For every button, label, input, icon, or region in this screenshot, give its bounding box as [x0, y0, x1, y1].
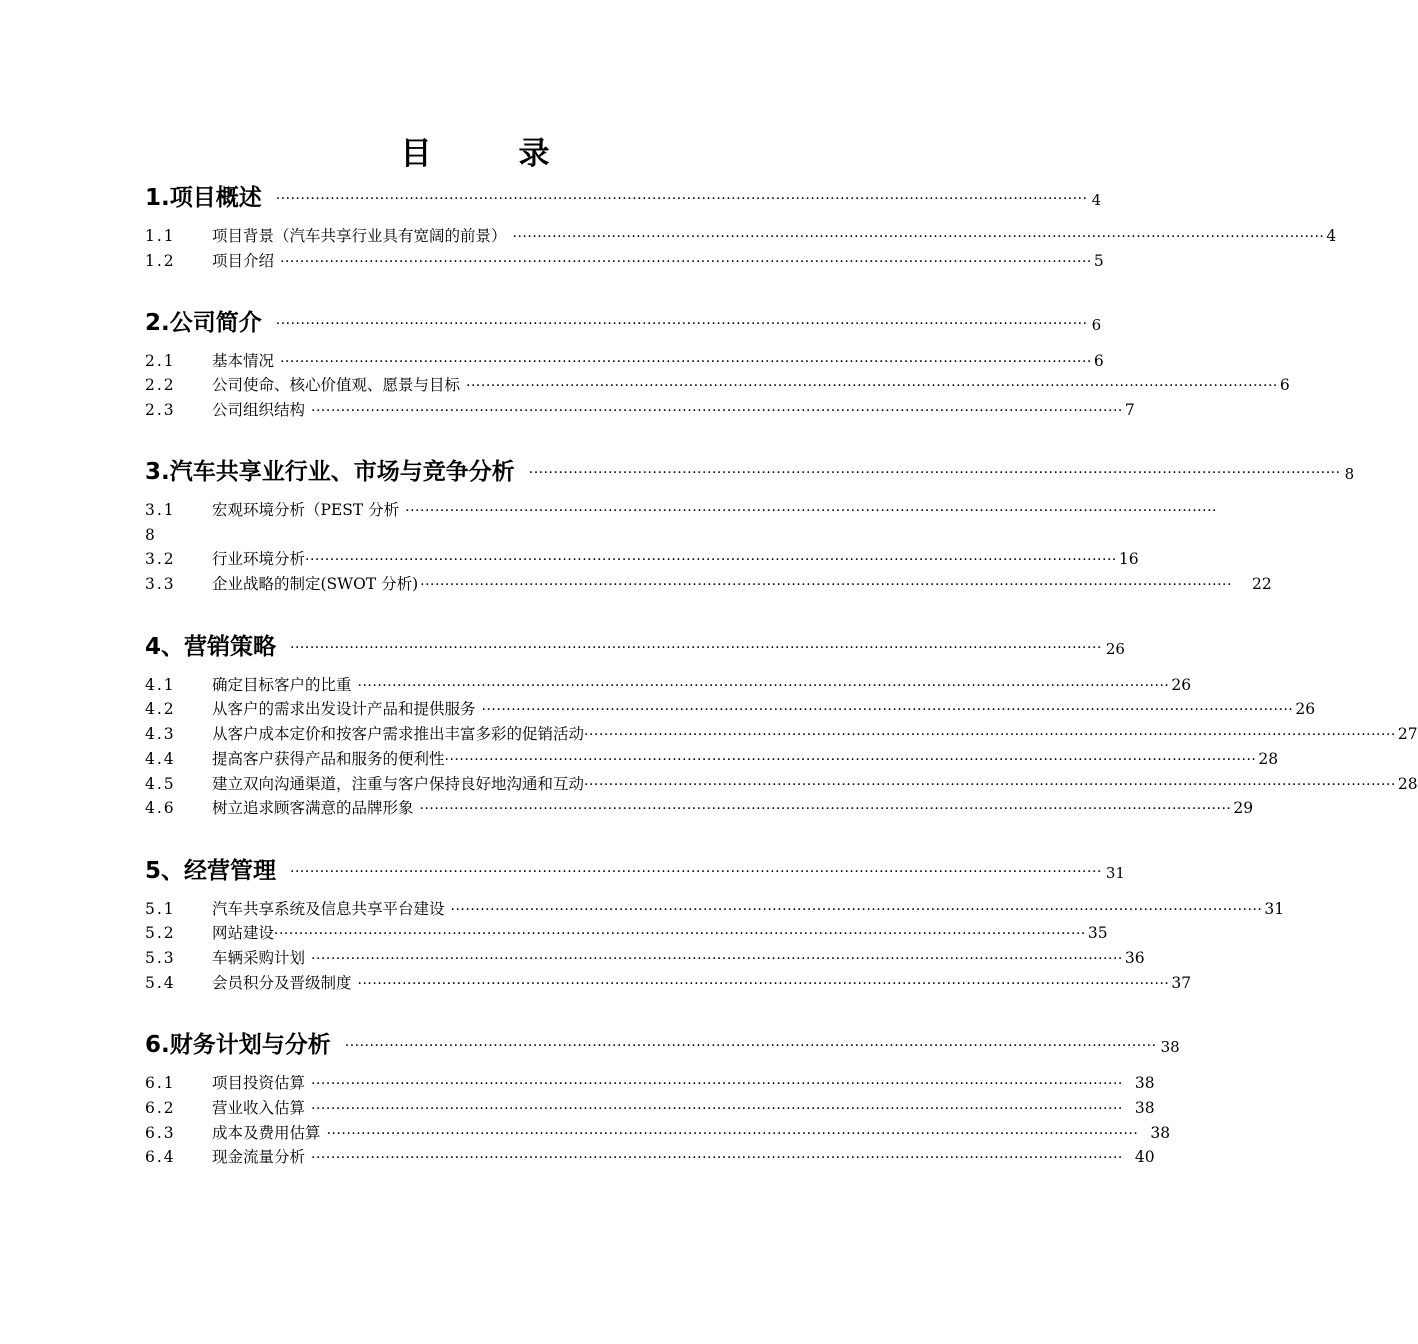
entry-number: 5.4 [145, 974, 176, 992]
entry-number: 2.2 [145, 376, 176, 394]
toc-entry-3-2[interactable] [145, 548, 1139, 571]
entry-label: 现金流量分析 [212, 1148, 306, 1166]
dot-leader: ···································································································································································· [405, 503, 1217, 519]
dot-leader: ···································································································································································· [584, 727, 1396, 743]
page-number: 7 [1124, 401, 1135, 419]
dot-leader: ···································································································································································· [280, 354, 1092, 370]
entry-number: 2.3 [145, 401, 176, 419]
section-title: 5、经营管理 [145, 858, 277, 884]
entry-number: 6.4 [145, 1148, 176, 1166]
entry-number: 1.2 [145, 252, 176, 270]
entry-number: 1.1 [145, 227, 176, 245]
toc-entry-2-2[interactable] [145, 374, 1290, 397]
toc-entry-4-4[interactable] [145, 748, 1279, 771]
dot-leader: ···································································································································································· [311, 403, 1123, 419]
entry-number: 4.6 [145, 799, 176, 817]
entry-number: 5.2 [145, 924, 176, 942]
dot-leader: ···································································································································································· [466, 378, 1278, 394]
page-number: 40 [1134, 1148, 1155, 1166]
toc-title: 目 录 [400, 136, 578, 172]
dot-leader: ···································································································································································· [357, 678, 1170, 694]
page-number: 29 [1233, 799, 1254, 817]
page-number: 26 [1171, 676, 1192, 694]
toc-entry-1-2[interactable] [145, 250, 1104, 273]
toc-section-3[interactable] [145, 457, 1355, 487]
page-number: 4 [1326, 227, 1337, 245]
toc-section-6[interactable] [145, 1030, 1180, 1060]
dot-leader: ···································································································································································· [419, 801, 1232, 817]
dot-leader: ···································································································································································· [305, 552, 1117, 568]
entry-number: 6.1 [145, 1074, 176, 1092]
entry-label: 公司使命、核心价值观、愿景与目标 [212, 376, 461, 394]
dot-leader: ···································································································································································· [420, 577, 1232, 593]
dot-leader: ···································································································································································· [512, 229, 1325, 245]
dot-leader: ···································································································································································· [311, 1076, 1123, 1092]
entry-label: 项目投资估算 [212, 1074, 306, 1092]
section-title: 2.公司简介 [145, 310, 262, 336]
entry-number: 5.1 [145, 900, 176, 918]
entry-label: 企业战略的制定(SWOT 分析) [212, 575, 419, 593]
page-number: 28 [1397, 775, 1418, 793]
toc-section-5[interactable] [145, 856, 1125, 886]
dot-leader: ···································································································································································· [274, 926, 1086, 942]
toc-entry-6-2[interactable] [145, 1097, 1155, 1120]
page-number: 27 [1397, 725, 1418, 743]
page-number: 37 [1171, 974, 1192, 992]
entry-label: 营业收入估算 [212, 1099, 306, 1117]
toc-entry-1-1[interactable] [145, 225, 1337, 248]
entry-number: 3.1 [145, 501, 176, 519]
entry-label: 车辆采购计划 [212, 949, 306, 967]
dot-leader: ···································································································································································· [280, 254, 1092, 270]
entry-number: 4.5 [145, 775, 176, 793]
page-number: 31 [1105, 864, 1125, 882]
dot-leader: ···································································································································································· [584, 777, 1396, 793]
entry-label: 宏观环境分析（PEST 分析 [212, 501, 400, 519]
dot-leader: ···································································································································································· [444, 752, 1257, 768]
toc-entry-3-1[interactable] [145, 499, 1217, 522]
page-number: 38 [1150, 1124, 1171, 1142]
toc-entry-2-1[interactable] [145, 350, 1104, 373]
section-title: 3.汽车共享业行业、市场与竞争分析 [145, 459, 515, 485]
dot-leader: ···································································································································································· [290, 640, 1102, 656]
entry-label: 提高客户获得产品和服务的便利性 [212, 750, 445, 768]
page-number: 16 [1118, 550, 1139, 568]
entry-label: 汽车共享系统及信息共享平台建设 [212, 900, 445, 918]
entry-number: 5.3 [145, 949, 176, 967]
toc-entry-4-6[interactable] [145, 797, 1254, 820]
section-title: 1.项目概述 [145, 185, 262, 211]
toc-entry-4-2[interactable] [145, 698, 1316, 721]
entry-number: 4.3 [145, 725, 176, 743]
entry-label: 行业环境分析 [212, 550, 306, 568]
page-number: 38 [1134, 1099, 1155, 1117]
dot-leader: ···································································································································································· [481, 702, 1294, 718]
entry-number: 6.3 [145, 1124, 176, 1142]
entry-label: 会员积分及晋级制度 [212, 974, 352, 992]
page-number: 26 [1295, 700, 1316, 718]
page-number: 26 [1105, 640, 1125, 658]
dot-leader: ···································································································································································· [450, 902, 1263, 918]
page-number: 31 [1264, 900, 1285, 918]
entry-number: 4.2 [145, 700, 176, 718]
page-number: 28 [1258, 750, 1279, 768]
entry-number: 2.1 [145, 352, 176, 370]
dot-leader: ···································································································································································· [275, 191, 1088, 207]
entry-label: 从客户成本定价和按客户需求推出丰富多彩的促销活动 [212, 725, 585, 743]
entry-label: 网站建设 [212, 924, 275, 942]
entry-label: 基本情况 [212, 352, 275, 370]
dot-leader: ···································································································································································· [528, 465, 1341, 481]
dot-leader: ···································································································································································· [311, 1101, 1123, 1117]
entry-label: 树立追求顾客满意的品牌形象 [212, 799, 414, 817]
toc-entry-2-3[interactable] [145, 399, 1135, 422]
entry-label: 从客户的需求出发设计产品和提供服务 [212, 700, 476, 718]
page-number: 38 [1160, 1038, 1180, 1056]
toc-entry-6-3[interactable] [145, 1122, 1171, 1145]
entry-number: 3.2 [145, 550, 176, 568]
entry-number: 3.3 [145, 575, 176, 593]
toc-entry-5-1[interactable] [145, 898, 1285, 921]
page-number: 5 [1093, 252, 1104, 270]
entry-number: 6.2 [145, 1099, 176, 1117]
dot-leader: ···································································································································································· [357, 976, 1170, 992]
dot-leader: ···································································································································································· [344, 1038, 1157, 1054]
entry-label: 公司组织结构 [212, 401, 306, 419]
toc-entry-4-3[interactable] [145, 723, 1418, 746]
page-number: 6 [1279, 376, 1290, 394]
toc-entry-6-1[interactable] [145, 1072, 1155, 1095]
section-title: 4、营销策略 [145, 634, 277, 660]
toc-entry-5-2[interactable] [145, 922, 1108, 945]
section-title: 6.财务计划与分析 [145, 1032, 331, 1058]
entry-label: 项目介绍 [212, 252, 275, 270]
page-number: 22 [1251, 575, 1272, 593]
entry-number: 4.4 [145, 750, 176, 768]
toc-entry-5-3[interactable] [145, 947, 1145, 970]
entry-label: 项目背景（汽车共享行业具有宽阔的前景） [212, 227, 507, 245]
toc-entry-6-4[interactable] [145, 1146, 1155, 1169]
toc-entry-5-4[interactable] [145, 972, 1192, 995]
dot-leader: ···································································································································································· [311, 1150, 1123, 1166]
toc-entry-4-1[interactable] [145, 674, 1192, 697]
page-number: 38 [1134, 1074, 1155, 1092]
page-number: 6 [1093, 352, 1104, 370]
page-number: 36 [1124, 949, 1145, 967]
dot-leader: ···································································································································································· [311, 951, 1123, 967]
toc-entry-4-5[interactable] [145, 773, 1418, 796]
toc-section-1[interactable] [145, 183, 1102, 213]
page-number: 8 [145, 526, 155, 544]
entry-label: 成本及费用估算 [212, 1124, 321, 1142]
page-number: 4 [1091, 191, 1102, 209]
dot-leader: ···································································································································································· [275, 316, 1088, 332]
page-number: 6 [1091, 316, 1102, 334]
dot-leader: ···································································································································································· [290, 864, 1102, 880]
entry-label: 建立双向沟通渠道，注重与客户保持良好地沟通和互动 [212, 775, 585, 793]
entry-number: 4.1 [145, 676, 176, 694]
dot-leader: ···································································································································································· [326, 1126, 1139, 1142]
page-number: 35 [1087, 924, 1108, 942]
toc-entry-3-3[interactable] [145, 573, 1272, 596]
page-number: 8 [1344, 465, 1355, 483]
toc-section-4[interactable] [145, 632, 1125, 662]
entry-label: 确定目标客户的比重 [212, 676, 352, 694]
toc-section-2[interactable] [145, 308, 1102, 338]
